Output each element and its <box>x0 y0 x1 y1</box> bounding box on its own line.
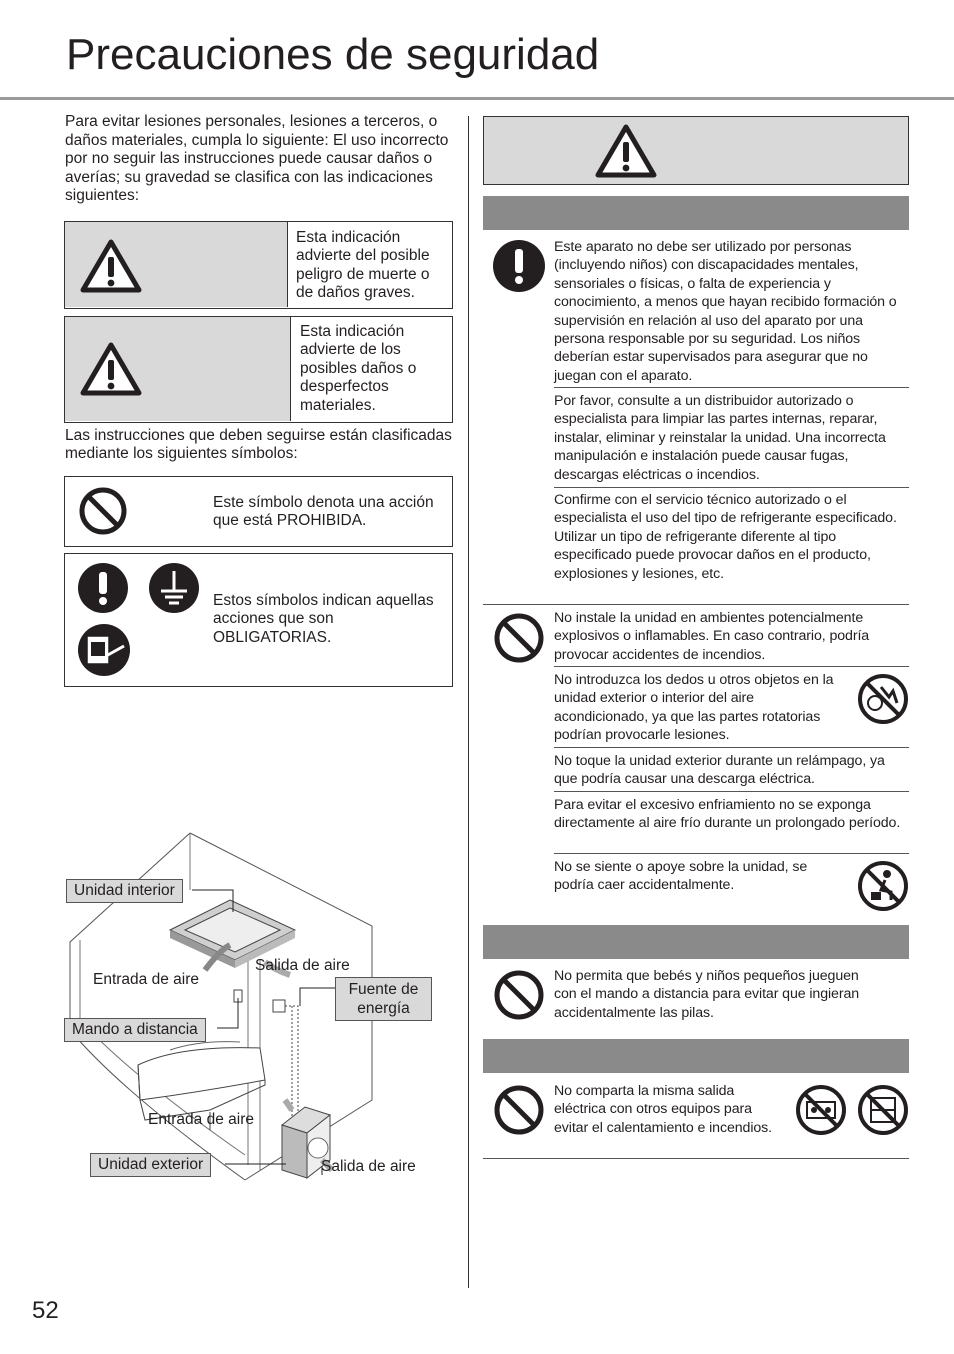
prohibited-icon <box>493 612 545 664</box>
ground-icon <box>149 563 199 613</box>
divider <box>554 747 909 748</box>
divider <box>554 387 909 388</box>
no-sitting-icon <box>857 860 909 912</box>
divider <box>554 487 909 488</box>
column-divider <box>468 116 469 1288</box>
warning-triangle-icon <box>594 123 658 179</box>
intro-paragraph: Para evitar lesiones personales, lesiones a terceros, o daños materiales, cumpla lo siguiente: El uso incorrecto por no seguir las instrucciones puede causar daños o averías; su gravedad se clasifica con las indicaciones siguientes: <box>65 113 449 205</box>
prohibited-legend-text: Este símbolo denota una acción que está PROHIBIDA. <box>213 494 434 530</box>
right-item-prohibited-5: No se siente o apoye sobre la unidad, se podría caer accidentalmente. <box>554 859 808 894</box>
warning-header-box <box>483 116 909 185</box>
prohibited-legend-box <box>64 476 453 547</box>
air-outlet-label-top: Salida de aire <box>255 957 350 974</box>
title-rule <box>0 97 954 100</box>
divider <box>554 853 909 854</box>
caution-triangle-icon <box>79 341 143 397</box>
unplug-icon <box>78 624 130 676</box>
right-item-prohibited-2: No introduzca los dedos u otros objetos en la unidad exterior o interior del aire acondicionado, ya que las partes rotatorias podrían provocarle lesiones. <box>554 672 834 744</box>
mandatory-legend-text: Estos símbolos indican aquellas acciones que son OBLIGATORIAS. <box>213 592 434 646</box>
divider <box>483 604 909 605</box>
indoor-unit-label: Unidad interior <box>66 879 183 903</box>
page-number: 52 <box>32 1297 59 1324</box>
right-item-shared-outlet: No comparta la misma salida eléctrica con otros equipos para evitar el calentamiento e incendios. <box>554 1083 773 1136</box>
caution-legend-box <box>64 316 453 423</box>
divider <box>483 1158 909 1159</box>
mandatory-exclamation-icon <box>78 563 128 613</box>
caution-legend-header <box>65 317 291 421</box>
symbols-intro: Las instrucciones que deben seguirse están clasificadas mediante los siguientes símbolos: <box>65 427 452 463</box>
air-inlet-label-top: Entrada de aire <box>93 971 199 988</box>
mandatory-legend-box <box>64 553 453 687</box>
right-item-prohibited-3: No toque la unidad exterior durante un relámpago, ya que podría causar una descarga eléctrica. <box>554 753 885 788</box>
prohibited-icon <box>493 1084 545 1136</box>
warning-legend-header <box>65 222 288 307</box>
outdoor-unit-label: Unidad exterior <box>90 1153 211 1177</box>
section-band-3 <box>483 1039 909 1073</box>
warning-legend-text: Esta indicación advierte del posible peligro de muerte o de daños graves. <box>296 229 430 302</box>
divider <box>554 666 909 667</box>
power-source-label: Fuente de energía <box>335 977 432 1021</box>
air-inlet-label-bottom: Entrada de aire <box>148 1111 254 1128</box>
caution-legend-text: Esta indicación advierte de los posibles daños o desperfectos materiales. <box>300 323 417 414</box>
section-band-1 <box>483 196 909 230</box>
mandatory-exclamation-icon <box>493 240 545 292</box>
remote-label: Mando a distancia <box>64 1018 206 1042</box>
air-outlet-label-bottom: Salida de aire <box>321 1158 416 1175</box>
right-item-remote-batteries: No permita que bebés y niños pequeños jueguen con el mando a distancia para evitar que ingieran accidentalmente las pilas. <box>554 968 860 1021</box>
prohibited-icon <box>493 969 545 1021</box>
page-title: Precauciones de seguridad <box>66 30 600 79</box>
right-item-mandatory-2: Por favor, consulte a un distribuidor autorizado o especialista para limpiar las partes internas, reparar, instalar, eliminar y reinstalar la unidad. Una incorrecta manipulación e instalación puede causar fugas, descargas eléctricas o incendios. <box>554 393 886 483</box>
right-item-prohibited-1: No instale la unidad en ambientes potencialmente explosivos o inflamables. En caso contrario, podría provocar accidentes de incendios. <box>554 610 870 663</box>
no-fingers-fan-icon <box>857 673 909 725</box>
warning-legend-box <box>64 221 453 309</box>
divider <box>554 791 909 792</box>
prohibited-icon <box>78 486 128 536</box>
right-item-mandatory-3: Confirme con el servicio técnico autorizado o el especialista el uso del tipo de refrigerante especificado. Utilizar un tipo de refrigerante diferente al tipo especificado puede provocar daños en el producto, explosiones y lesiones, etc. <box>554 492 897 582</box>
warning-triangle-icon <box>79 238 143 294</box>
no-extension-cord-icon <box>857 1084 909 1136</box>
no-multi-plug-icon <box>795 1084 847 1136</box>
section-band-2 <box>483 925 909 959</box>
right-item-prohibited-4: Para evitar el excesivo enfriamiento no se exponga directamente al aire frío durante un prolongado período. <box>554 797 901 832</box>
right-item-mandatory-1: Este aparato no debe ser utilizado por personas (incluyendo niños) con discapacidades mentales, sensoriales o físicas, o falta de experiencia y conocimiento, a menos que hayan recibido formación o supervisión en relación al uso del aparato por una persona responsable por su seguridad. Los niños deberían estar supervisados para asegurar que no juegan con el aparato. <box>554 239 897 384</box>
